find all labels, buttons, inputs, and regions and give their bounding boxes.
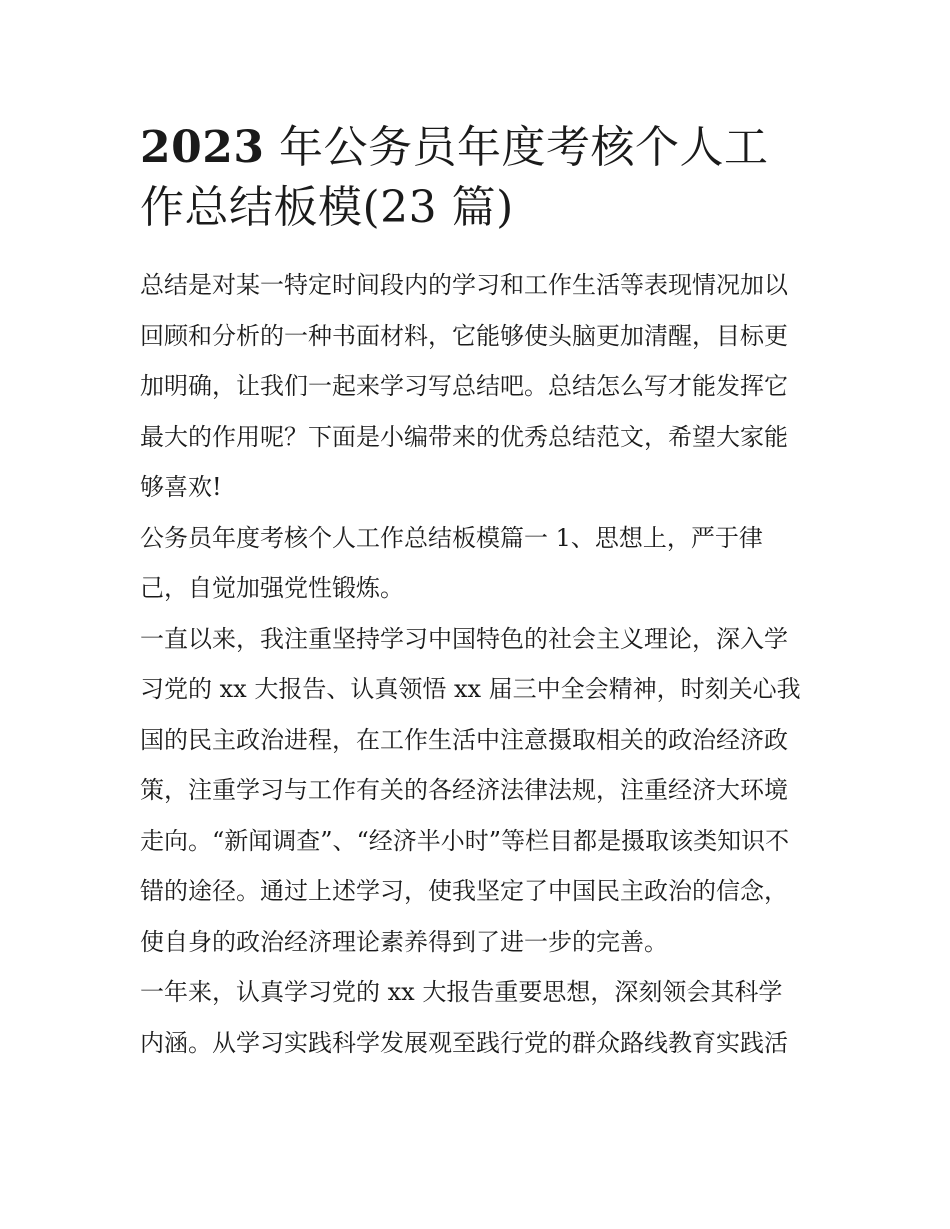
text-line: 习党的 xx 大报告、认真领悟 xx 届三中全会精神，时刻关心我 [140, 675, 801, 703]
text-line: 内涵。从学习实践科学发展观至践行党的群众路线教育实践活 [140, 1028, 788, 1057]
text-line: 加明确，让我们一起来学习写总结吧。总结怎么写才能发挥它 [140, 372, 788, 400]
text-line: 一直以来，我注重坚持学习中国特色的社会主义理论，深入学 [140, 624, 788, 653]
title-line-1 [140, 118, 812, 178]
paragraph-section-heading [140, 513, 812, 614]
text-line: 错的途径。通过上述学习，使我坚定了中国民主政治的信念， [140, 877, 788, 905]
text-line: 策，注重学习与工作有关的各经济法律法规，注重经济大环境 [140, 776, 788, 804]
document-title [140, 118, 812, 238]
paragraph-year-review [140, 967, 812, 1068]
title-year: 2023 [140, 122, 265, 173]
text-line: 公务员年度考核个人工作总结板模篇一 1、思想上，严于律 [140, 523, 763, 552]
text-line: 总结是对某一特定时间段内的学习和工作生活等表现情况加以 [140, 271, 788, 299]
paragraph-theory-study [140, 614, 812, 968]
text-line: 回顾和分析的一种书面材料，它能够使头脑更加清醒，目标更 [140, 321, 788, 350]
title-line-2: 作总结板模(23 篇) [140, 182, 514, 233]
text-line: 最大的作用呢？下面是小编带来的优秀总结范文，希望大家能 [140, 422, 788, 451]
text-line: 己，自觉加强党性锻炼。 [140, 574, 404, 602]
paragraph-intro [140, 260, 812, 513]
text-line: 使自身的政治经济理论素养得到了进一步的完善。 [140, 927, 668, 956]
text-line: 国的民主政治进程，在工作生活中注意摄取相关的政治经济政 [140, 725, 788, 754]
document-body [140, 118, 812, 1068]
text-line: 走向。“新闻调查”、“经济半小时”等栏目都是摄取该类知识不 [140, 826, 790, 855]
text-line: 够喜欢! [140, 473, 222, 501]
text-line: 一年来，认真学习党的 xx 大报告重要思想，深刻领会其科学 [140, 978, 783, 1006]
title-line-1-text: 年公务员年度考核个人工 [264, 122, 769, 173]
